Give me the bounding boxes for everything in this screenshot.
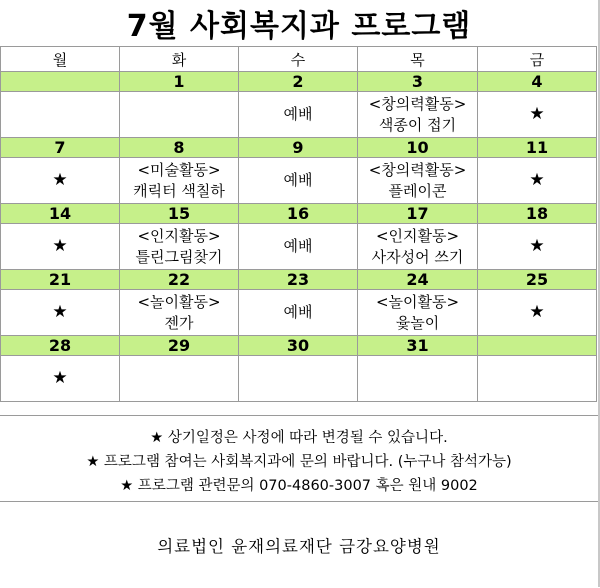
activity-cell [478, 92, 597, 138]
date-cell [1, 72, 120, 92]
notes-section [0, 415, 598, 501]
activity-row [1, 356, 597, 402]
activity-cell [358, 356, 478, 402]
date-cell: 17 [358, 204, 478, 224]
page-title: 7월 사회복지과 프로그램 [126, 9, 472, 44]
date-cell: 29 [120, 336, 239, 356]
date-cell: 15 [120, 204, 239, 224]
weekday-thu: 목 [358, 47, 478, 72]
note-participation: ★ 프로그램 참여는 사회복지과에 문의 바랍니다. (누구나 참석가능) [86, 454, 512, 470]
date-cell: 2 [239, 72, 358, 92]
date-cell: 4 [478, 72, 597, 92]
date-cell: 9 [239, 138, 358, 158]
date-cell: 8 [120, 138, 239, 158]
activity-cell [1, 224, 120, 270]
activity-cell [120, 92, 239, 138]
activity-cell [1, 92, 120, 138]
activity-title: <창의력활동> [368, 160, 467, 179]
activity-title: <창의력활동> [368, 94, 467, 113]
date-cell: 10 [358, 138, 478, 158]
activity-cell [239, 224, 358, 270]
activity-cell [1, 356, 120, 402]
date-cell: 23 [239, 270, 358, 290]
star-icon: ★ [52, 236, 68, 256]
date-cell: 30 [239, 336, 358, 356]
note-schedule-change: ★ 상기일정은 사정에 따라 변경될 수 있습니다. [150, 430, 448, 446]
date-cell: 28 [1, 336, 120, 356]
date-row [1, 336, 597, 356]
activity-detail: 젠가 [164, 313, 194, 332]
activity-title: <인지활동> [375, 226, 460, 245]
activity-detail: 캐릭터 색칠하 [133, 181, 225, 200]
calendar-body [1, 72, 597, 402]
star-icon: ★ [529, 104, 545, 124]
activity-cell [120, 158, 239, 204]
date-cell [478, 336, 597, 356]
star-icon: ★ [52, 302, 68, 322]
activity-detail: 윷놀이 [395, 313, 440, 332]
star-icon: ★ [52, 170, 68, 190]
activity-detail: 플레이콘 [388, 181, 447, 200]
note-contact: ★ 프로그램 관련문의 070-4860-3007 혹은 원내 9002 [120, 478, 478, 494]
activity-cell [358, 158, 478, 204]
activity-cell [120, 290, 239, 336]
weekday-mon: 월 [1, 47, 120, 72]
activity-row [1, 158, 597, 204]
activity-detail: 틀린그림찾기 [135, 247, 223, 266]
date-cell: 21 [1, 270, 120, 290]
weekday-header-row [1, 47, 597, 72]
date-row [1, 270, 597, 290]
activity-title: <미술활동> [137, 160, 221, 179]
activity-title: 예배 [283, 237, 313, 255]
activity-cell [358, 224, 478, 270]
activity-cell [478, 224, 597, 270]
date-cell: 24 [358, 270, 478, 290]
activity-cell [1, 158, 120, 204]
activity-cell [358, 290, 478, 336]
activity-cell [478, 158, 597, 204]
star-icon: ★ [52, 368, 68, 388]
date-cell: 22 [120, 270, 239, 290]
date-cell: 14 [1, 204, 120, 224]
star-icon: ★ [529, 236, 545, 256]
activity-title: <놀이활동> [137, 292, 221, 311]
activity-title: 예배 [283, 303, 313, 321]
date-cell: 16 [239, 204, 358, 224]
activity-cell [120, 224, 239, 270]
activity-cell [478, 290, 597, 336]
activity-cell [358, 92, 478, 138]
date-cell: 31 [358, 336, 478, 356]
activity-title: 예배 [283, 105, 313, 123]
activity-title: <놀이활동> [375, 292, 460, 311]
date-cell: 1 [120, 72, 239, 92]
date-cell: 11 [478, 138, 597, 158]
date-row [1, 138, 597, 158]
activity-row [1, 224, 597, 270]
date-cell: 18 [478, 204, 597, 224]
activity-title: <인지활동> [137, 226, 221, 245]
activity-cell [239, 158, 358, 204]
calendar-table [0, 46, 597, 402]
date-cell: 3 [358, 72, 478, 92]
date-row [1, 72, 597, 92]
weekday-tue: 화 [120, 47, 239, 72]
activity-detail: 색종이 접기 [378, 115, 457, 134]
activity-cell [120, 356, 239, 402]
hospital-name-footer: 의료법인 윤재의료재단 금강요양병원 [0, 501, 598, 588]
date-cell: 25 [478, 270, 597, 290]
activity-title: 예배 [283, 171, 313, 189]
date-cell: 7 [1, 138, 120, 158]
weekday-fri: 금 [478, 47, 597, 72]
activity-row [1, 290, 597, 336]
activity-row [1, 92, 597, 138]
star-icon: ★ [529, 170, 545, 190]
date-row [1, 204, 597, 224]
weekday-wed: 수 [239, 47, 358, 72]
activity-cell [239, 290, 358, 336]
activity-cell [478, 356, 597, 402]
activity-cell [239, 356, 358, 402]
activity-cell [1, 290, 120, 336]
activity-cell [239, 92, 358, 138]
star-icon: ★ [529, 302, 545, 322]
activity-detail: 사자성어 쓰기 [371, 247, 464, 266]
